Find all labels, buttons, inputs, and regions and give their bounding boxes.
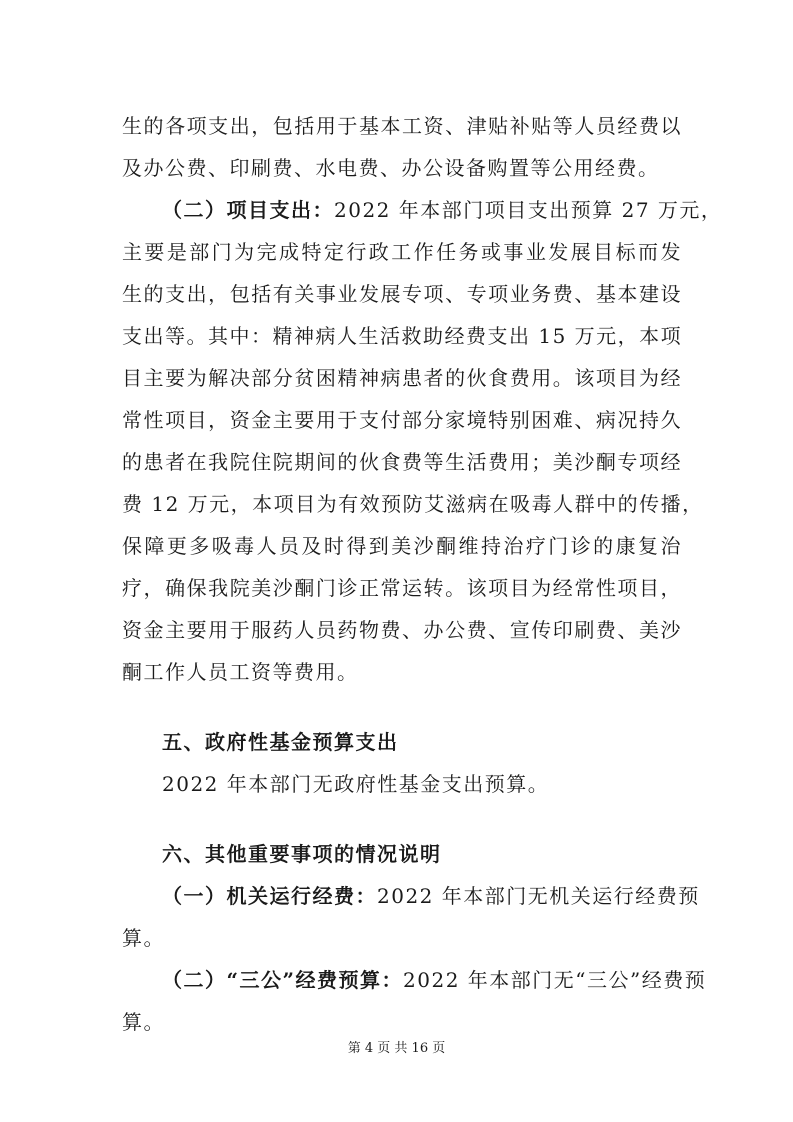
paragraph-line: 主要是部门为完成特定行政工作任务或事业发展目标而发 xyxy=(122,240,682,264)
item-1-label: （一）机关运行经费： xyxy=(162,884,377,908)
page-number-footer: 第 4 页 共 16 页 xyxy=(347,1041,446,1056)
item-2-line xyxy=(162,966,707,996)
item-1-line xyxy=(162,882,700,912)
paragraph-line: 目主要为解决部分贫困精神病患者的伙食费用。该项目为经 xyxy=(122,366,682,390)
paragraph-line: 的患者在我院住院期间的伙食费等生活费用；美沙酮专项经 xyxy=(122,450,682,474)
paragraph-line: 支出等。其中：精神病人生活救助经费支出 15 万元，本项 xyxy=(122,324,683,348)
project-expense-label: （二）项目支出： xyxy=(162,198,334,222)
section-heading-5: 五、政府性基金预算支出 xyxy=(162,730,399,754)
paragraph-line: 酮工作人员工资等费用。 xyxy=(122,660,359,684)
section-5-text: 2022 年本部门无政府性基金支出预算。 xyxy=(162,772,550,796)
project-expense-first-line xyxy=(162,196,723,226)
section-heading-6: 六、其他重要事项的情况说明 xyxy=(162,842,442,866)
paragraph-line: 费 12 万元，本项目为有效预防艾滋病在吸毒人群中的传播， xyxy=(122,492,704,516)
item-1-continuation: 算。 xyxy=(122,926,165,950)
paragraph-line: 常性项目，资金主要用于支付部分家境特别困难、病况持久 xyxy=(122,408,682,432)
item-2-text: 2022 年本部门无“三公”经费预 xyxy=(403,968,707,992)
item-2-continuation: 算。 xyxy=(122,1010,165,1034)
paragraph-line: 保障更多吸毒人员及时得到美沙酮维持治疗门诊的康复治 xyxy=(122,534,682,558)
item-2-label: （二）“三公”经费预算： xyxy=(162,968,404,992)
paragraph-line: 生的各项支出，包括用于基本工资、津贴补贴等人员经费以 xyxy=(122,114,682,138)
paragraph-line: 及办公费、印刷费、水电费、办公设备购置等公用经费。 xyxy=(122,156,660,180)
project-expense-text: 2022 年本部门项目支出预算 27 万元， xyxy=(334,198,723,222)
item-1-text: 2022 年本部门无机关运行经费预 xyxy=(377,884,700,908)
paragraph-line: 疗，确保我院美沙酮门诊正常运转。该项目为经常性项目， xyxy=(122,576,682,600)
paragraph-line: 生的支出，包括有关事业发展专项、专项业务费、基本建设 xyxy=(122,282,682,306)
paragraph-line: 资金主要用于服药人员药物费、办公费、宣传印刷费、美沙 xyxy=(122,618,682,642)
